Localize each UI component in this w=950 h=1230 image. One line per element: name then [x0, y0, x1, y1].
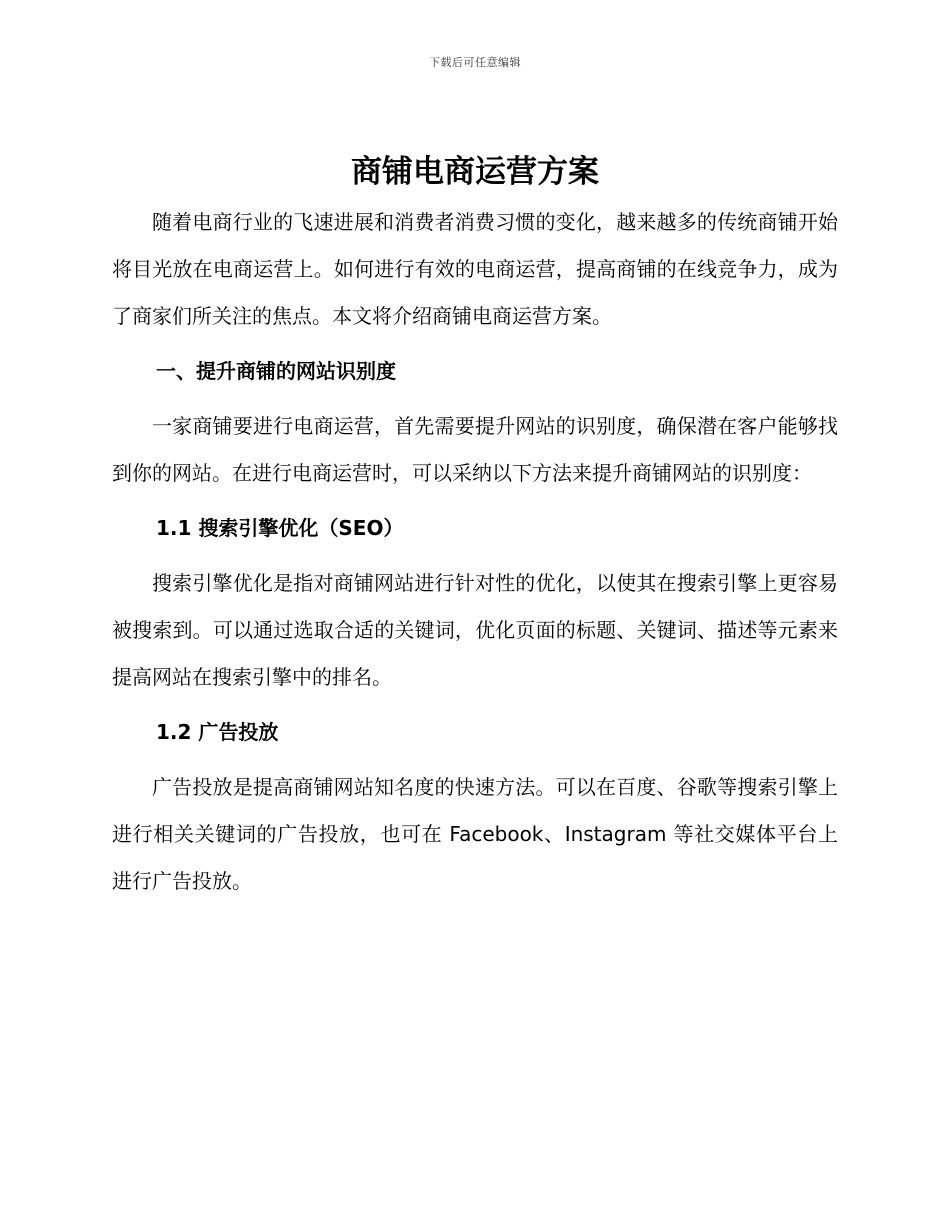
subsection-paragraph: 搜索引擎优化是指对商铺网站进行针对性的优化，以使其在搜索引擎上更容易被搜索到。可以通过选取合适的关键词，优化页面的标题、关键词、描述等元素来提高网站在搜索引擎中的排名。	[112, 571, 838, 689]
intro-paragraph: 随着电商行业的飞速进展和消费者消费习惯的变化，越来越多的传统商铺开始将目光放在电商运营上。如何进行有效的电商运营，提高商铺的在线竞争力，成为了商家们所关注的焦点。本文将介绍商铺电商运营方案。	[112, 210, 838, 328]
section-paragraph: 一家商铺要进行电商运营，首先需要提升网站的识别度，确保潜在客户能够找到你的网站。在进行电商运营时，可以采纳以下方法来提升商铺网站的识别度：	[112, 414, 838, 485]
subsection-paragraph: 广告投放是提高商铺网站知名度的快速方法。可以在百度、谷歌等搜索引擎上进行相关关键词的广告投放，也可在 Facebook、Instagram 等社交媒体平台上进行广告投放。	[112, 775, 838, 893]
subsection-heading: 1.1 搜索引擎优化（SEO）	[156, 516, 404, 540]
download-note: 下载后可任意编辑	[429, 56, 521, 69]
subsection-heading: 1.2 广告投放	[156, 720, 279, 744]
document-body	[112, 199, 838, 905]
section-heading: 一、提升商铺的网站识别度	[156, 359, 396, 383]
page-title: 商铺电商运营方案	[351, 154, 599, 190]
